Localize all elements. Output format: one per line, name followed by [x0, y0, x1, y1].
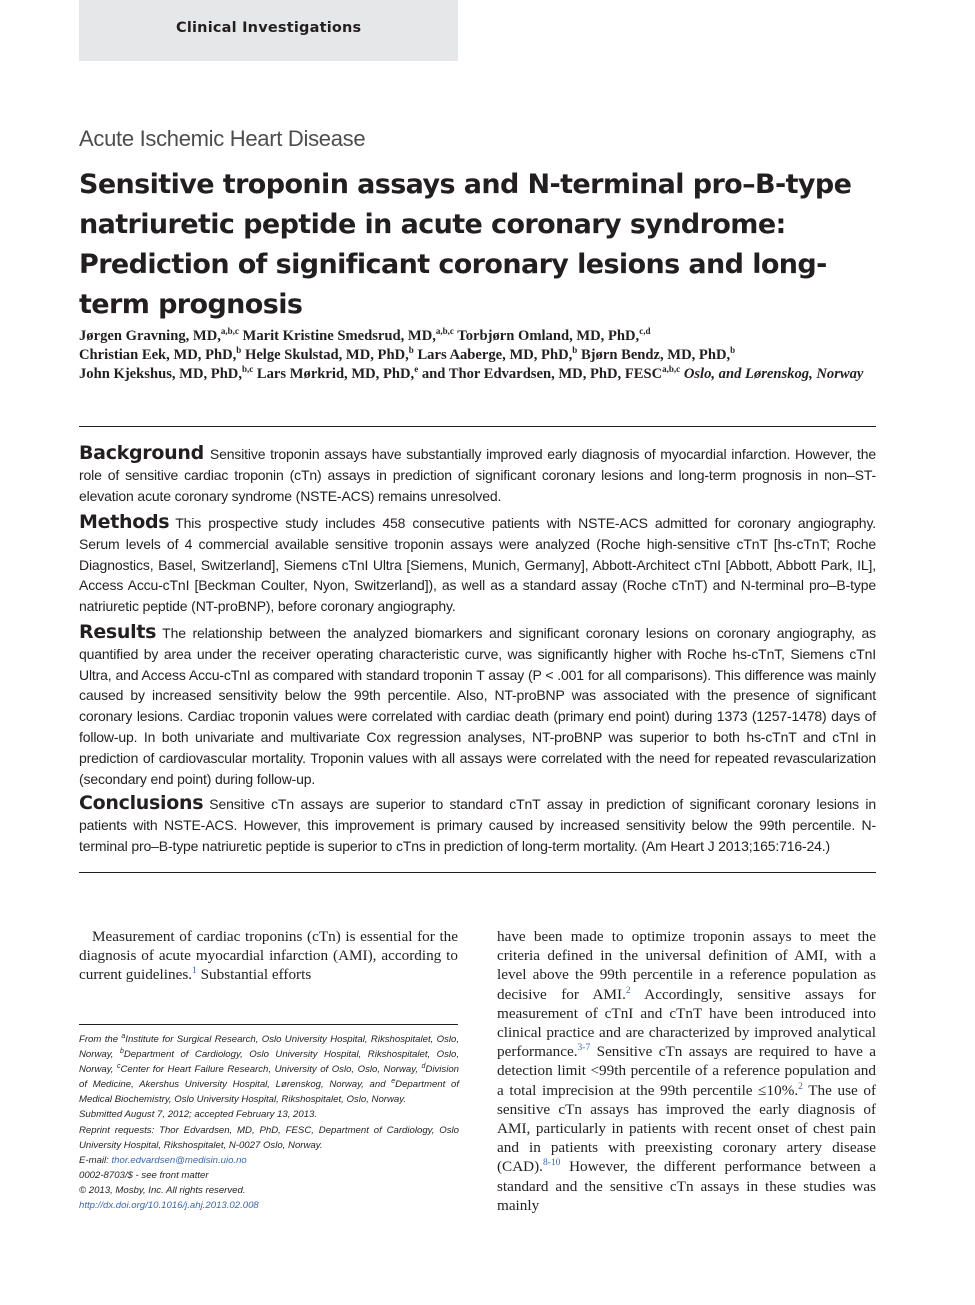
footnote-submitted: Submitted August 7, 2012; accepted February 13, 2013.	[79, 1109, 318, 1121]
author: and Thor Edvardsen, MD, PhD, FESC	[421, 366, 663, 382]
abstract-text-results: The relationship between the analyzed biomarkers and significant coronary lesions on coronary angiography, as quantified by area under the receiver operating characteristic curve, was significantly higher with Roche hs-cTnT, Siemens cTnI Ultra, and Access Accu-cTnI as compared with standard troponin T assay (P < .001 for all comparisons). This difference was mainly caused by increased sensitivity below the 99th percentile. Also, NT-proBNP was associated with the presence of significant coronary lesions. Cardiac troponin values were correlated with cardiac death (primary end point) during 1373 (1257-1478) days of follow-up. In both univariate and multivariate Cox regression analyses, NT-proBNP was superior to both hs-cTnT and cTnI in prediction of cardiovascular mortality. Troponin values with all assays were correlated with the need for repeated revascularization (secondary end point) during follow-up.	[79, 625, 876, 787]
author-affiliation: c,d	[639, 326, 651, 337]
abstract-results	[79, 622, 876, 789]
abstract-text-methods: This prospective study includes 458 consecutive patients with NSTE-ACS admitted for coronary angiography. Serum levels of 4 commercial available sensitive troponin assays were analyzed (Roche high-sensitive cTnT [hs-cTnT; Roche Diagnostics, Basel, Switzerland], Siemens cTnI Ultra [Siemens, Munich, Germany], Abbott-Architect cTnI [Abbott, Abbott Park, IL], Access Accu-cTnI [Beckman Coulter, Nyon, Switzerland]), as well as a standard assay (Roche cTnT) and N-terminal pro–B-type natriuretic peptide (NT-proBNP), before coronary angiography.	[79, 515, 876, 615]
journal-section-label: Clinical Investigations	[176, 20, 362, 36]
abstract-heading-methods: Methods	[79, 511, 170, 533]
citation-link[interactable]: 8-10	[542, 1158, 561, 1169]
abstract-heading-background: Background	[79, 442, 204, 464]
body-text: Substantial efforts	[196, 966, 312, 984]
author-list	[79, 327, 879, 384]
topic-heading: Acute Ischemic Heart Disease	[79, 126, 366, 151]
author: Lars Mørkrid, MD, PhD,	[256, 366, 415, 382]
abstract-heading-results: Results	[79, 621, 157, 643]
author-affiliation: b	[572, 345, 578, 356]
body-text: have been made to optimize troponin assays to meet the criteria defined in the universal definition of AMI, with a level above the 99th percentile in a reference population as decisive for AMI.	[497, 928, 876, 1003]
body-text: However, the different performance between a standard and the sensitive cTn assays in these studies was mainly	[497, 1158, 876, 1214]
author-affiliation: b	[236, 345, 242, 356]
body-right-column	[497, 927, 876, 1215]
citation-link[interactable]: 2	[625, 985, 631, 996]
citation-link[interactable]: 3-7	[577, 1043, 591, 1054]
author-affiliation: a,b,c	[662, 364, 681, 375]
footnote-rule	[79, 1024, 458, 1025]
abstract-text-background: Sensitive troponin assays have substantially improved early diagnosis of myocardial infarction. However, the role of sensitive cardiac troponin (cTn) assays in prediction of significant coronary lesions and long-term prognosis in non–ST-elevation acute coronary syndrome (NSTE-ACS) remains unresolved.	[79, 446, 876, 504]
author: Christian Eek, MD, PhD,	[79, 347, 237, 363]
body-text: The use of sensitive cTn assays has improved the early diagnosis of AMI, particularly in patients with recent onset of chest pain and in patients with preexisting coronary artery disease (CAD).	[497, 1081, 877, 1176]
author: Torbjørn Omland, MD, PhD,	[457, 328, 640, 344]
author-affiliation: a,b,c	[435, 326, 454, 337]
article-title: Sensitive troponin assays and N-terminal pro–B-type natriuretic peptide in acute coronary syndrome: Prediction of significant coronary lesions and long-term prognosis	[79, 169, 852, 320]
citation-link[interactable]: 2	[798, 1081, 803, 1092]
footnotes	[79, 1032, 459, 1213]
author: John Kjekshus, MD, PhD,	[79, 366, 242, 382]
author-affiliation: a,b,c	[220, 326, 239, 337]
abstract-heading-conclusions: Conclusions	[79, 792, 204, 814]
abstract-methods	[79, 512, 876, 617]
author-affiliation: b	[408, 345, 414, 356]
author-affiliation: b	[730, 345, 736, 356]
footnote-email: E-mail: thor.edvardsen@medisin.uio.no	[79, 1154, 247, 1166]
footnote-affiliations: From the $^a$Institute for Surgical Research, Oslo University Hospital, Rikshospitalet, Oslo, Norway, $^b$Department of Cardiology, Oslo University Hospital, Rikshospitalet, Oslo, Norway, $^c$Center for Heart Failure Research, University of Oslo, Oslo, Norway, $^d$Division of Medicine, Akershus University Hospital, Lørenskog, Norway, and $^e$Department of Medical Biochemistry, Oslo University Hospital, Rikshospitalet, Oslo, Norway.	[79, 1032, 460, 1106]
body-text: Sensitive cTn assays are required to have a detection limit <99th percentile of a reference population and a total imprecision at the 99th percentile ≤10%.	[497, 1043, 876, 1099]
author-affiliation: b,c	[242, 364, 254, 375]
footnote-issn: 0002-8703/$ - see front matter	[79, 1169, 209, 1181]
abstract-text-conclusions: Sensitive cTn assays are superior to standard cTnT assay in prediction of significant coronary lesions in patients with NSTE-ACS. However, this improvement is primary caused by increased sensitivity below the 99th percentile. N-terminal pro–B-type natriuretic peptide is superior to cTns in prediction of long-term mortality. (Am Heart J 2013;165:716-24.)	[79, 796, 876, 854]
footnote-copyright: © 2013, Mosby, Inc. All rights reserved.	[79, 1184, 246, 1196]
body-left-column	[79, 927, 458, 985]
doi-link[interactable]: http://dx.doi.org/10.1016/j.ahj.2013.02.008	[79, 1200, 259, 1212]
abstract-background	[79, 443, 876, 506]
author: Jørgen Gravning, MD,	[79, 328, 221, 344]
author: Lars Aaberge, MD, PhD,	[417, 347, 573, 363]
author: Marit Kristine Smedsrud, MD,	[242, 328, 436, 344]
body-text: Measurement of cardiac troponins (cTn) is essential for the diagnosis of acute myocardial infarction (AMI), according to current guidelines.	[79, 928, 458, 984]
abstract-top-rule	[79, 426, 876, 427]
author-location: Oslo, and Lørenskog, Norway	[683, 366, 864, 382]
email-link[interactable]: thor.edvardsen@medisin.uio.no	[111, 1154, 247, 1166]
citation-link[interactable]: 1	[192, 966, 197, 977]
author-affiliation: e	[414, 364, 419, 375]
abstract-conclusions	[79, 793, 876, 856]
journal-section-tab	[79, 0, 458, 61]
abstract-bottom-rule	[79, 872, 876, 873]
author: Helge Skulstad, MD, PhD,	[244, 347, 409, 363]
footnote-reprint: Reprint requests: Thor Edvardsen, MD, PhD, FESC, Department of Cardiology, Oslo University Hospital, Rikshospitalet, N-0027 Oslo, Norway.	[79, 1124, 459, 1151]
author: Bjørn Bendz, MD, PhD,	[580, 347, 731, 363]
body-text: Accordingly, sensitive assays for measurement of cTnI and cTnT have been introduced into clinical practice and are characterized by improved analytical performance.	[497, 985, 876, 1061]
